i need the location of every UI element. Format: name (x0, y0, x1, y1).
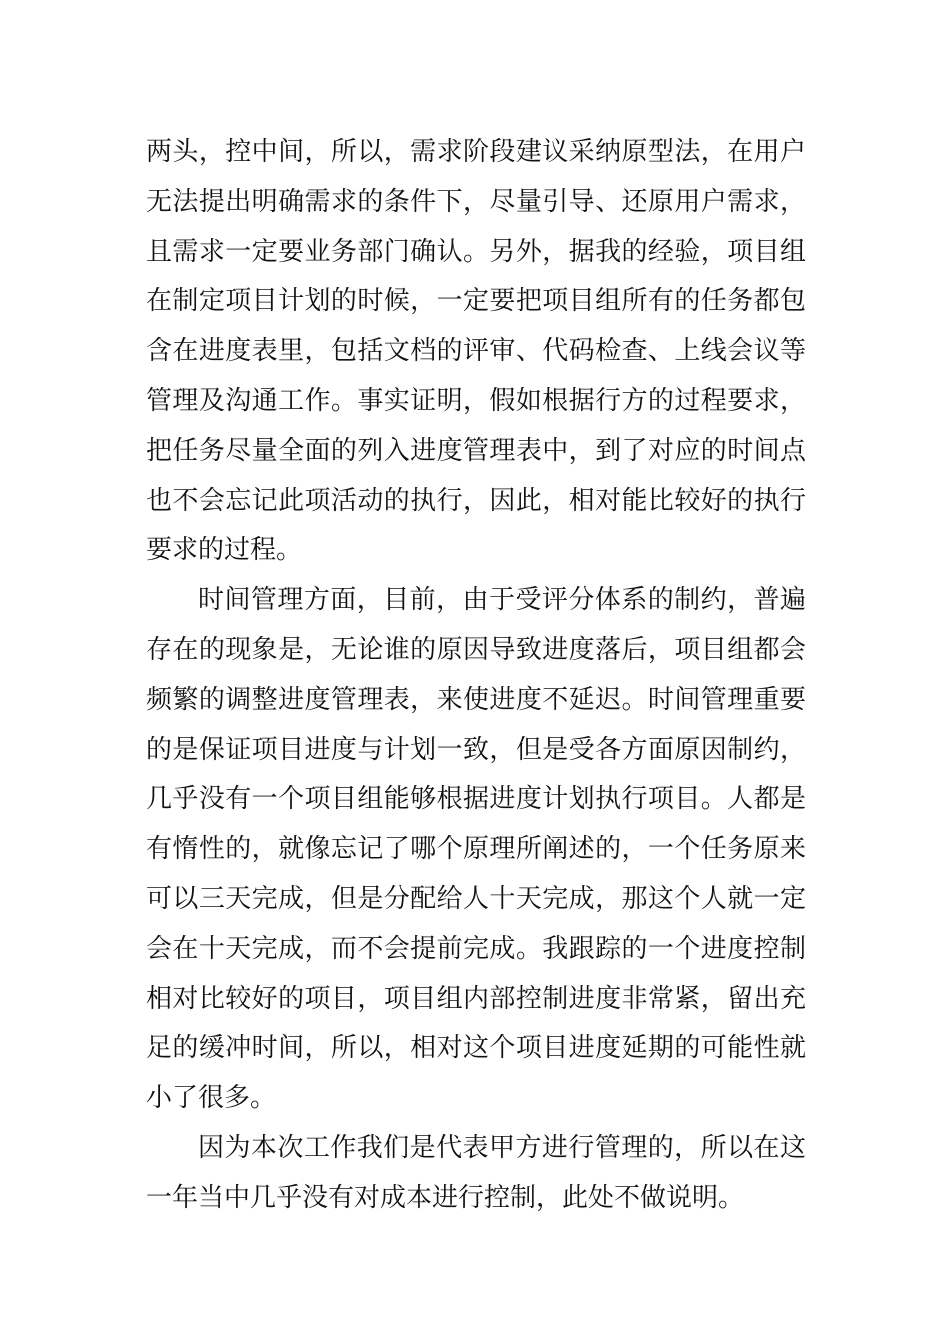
text-line: 要求的过程。 (146, 535, 303, 566)
text-line: 相对比较好的项目，项目组内部控制进度非常紧，留出充 (146, 983, 806, 1014)
text-line: 足的缓冲时间，所以，相对这个项目进度延期的可能性就 (146, 1033, 806, 1064)
document-body (146, 128, 806, 1224)
text-line: 几乎没有一个项目组能够根据进度计划执行项目。人都是 (146, 784, 806, 815)
text-line: 因为本次工作我们是代表甲方进行管理的，所以在这 (198, 1132, 806, 1163)
text-line: 且需求一定要业务部门确认。另外，据我的经验，项目组 (146, 236, 806, 267)
text-line: 的是保证项目进度与计划一致，但是受各方面原因制约， (146, 734, 806, 765)
text-line: 存在的现象是，无论谁的原因导致进度落后，项目组都会 (146, 634, 806, 665)
text-line: 两头，控中间，所以，需求阶段建议采纳原型法，在用户 (146, 137, 806, 167)
text-line: 含在进度表里，包括文档的评审、代码检查、上线会议等 (146, 336, 806, 367)
text-line: 小了很多。 (146, 1083, 277, 1114)
text-line: 会在十天完成，而不会提前完成。我跟踪的一个进度控制 (146, 933, 806, 964)
text-line: 一年当中几乎没有对成本进行控制，此处不做说明。 (146, 1182, 745, 1213)
text-line: 可以三天完成，但是分配给人十天完成，那这个人就一定 (146, 883, 806, 914)
text-line: 把任务尽量全面的列入进度管理表中，到了对应的时间点 (146, 435, 806, 466)
text-line: 有惰性的，就像忘记了哪个原理所阐述的，一个任务原来 (146, 834, 806, 865)
paragraph-requirements (146, 128, 806, 576)
paragraph-time-management (146, 576, 806, 1124)
text-line: 在制定项目计划的时候，一定要把项目组所有的任务都包 (146, 286, 806, 317)
text-line: 也不会忘记此项活动的执行，因此，相对能比较好的执行 (146, 485, 806, 516)
paragraph-cost-management (146, 1124, 806, 1224)
text-line: 无法提出明确需求的条件下，尽量引导、还原用户需求， (146, 186, 806, 217)
text-line: 管理及沟通工作。事实证明，假如根据行方的过程要求， (146, 385, 806, 416)
text-line: 时间管理方面，目前，由于受评分体系的制约，普遍 (198, 585, 806, 616)
text-line: 频繁的调整进度管理表，来使进度不延迟。时间管理重要 (146, 684, 806, 715)
